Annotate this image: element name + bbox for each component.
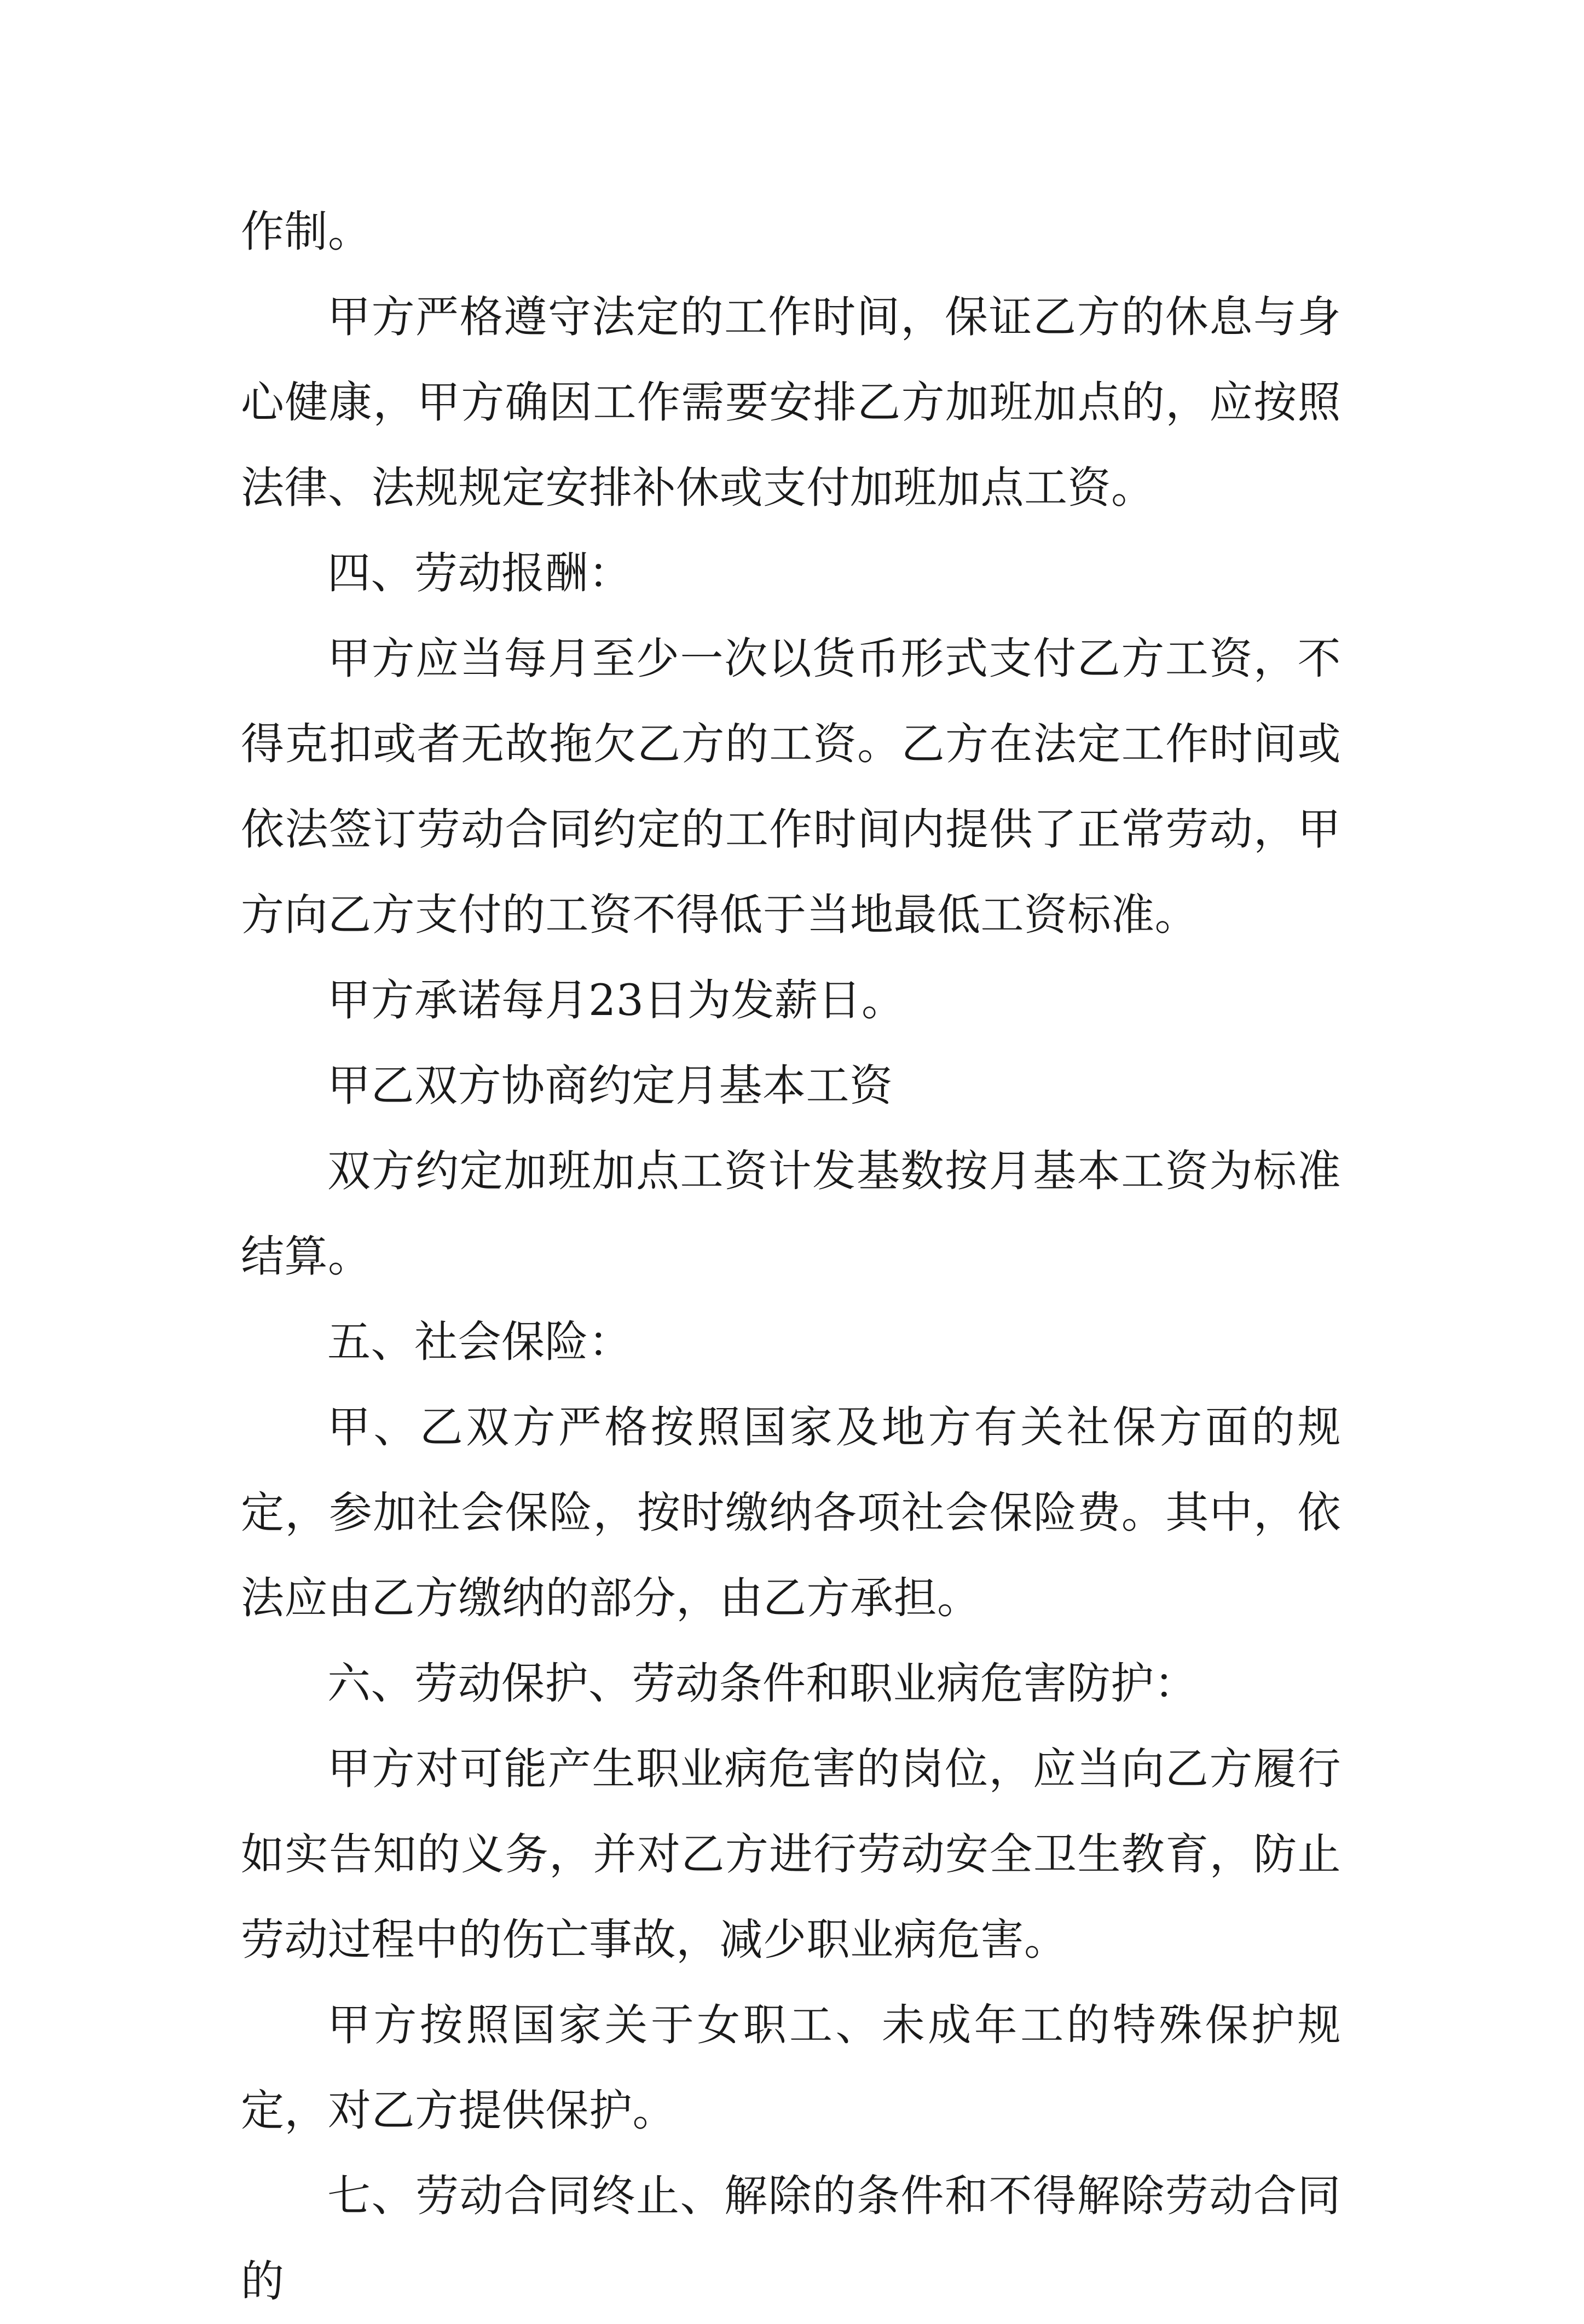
paragraph: 甲乙双方协商约定月基本工资 (327, 1060, 893, 1111)
paragraph: 双方约定加班加点工资计发基数按月基本工资为标准结算。 (241, 1146, 1341, 1282)
paragraph: 甲方严格遵守法定的工作时间，保证乙方的休息与身心健康，甲方确因工作需要安排乙方加班加点的，应按照法律、法规规定安排补休或支付加班加点工资。 (241, 292, 1341, 513)
document-body (241, 189, 1341, 2324)
paragraph: 作制。 (241, 206, 372, 257)
section-heading: 五、社会保险： (327, 1317, 632, 1367)
paragraph: 甲方承诺每月23日为发薪日。 (327, 975, 905, 1025)
section-heading: 六、劳动保护、劳动条件和职业病危害防护： (327, 1658, 1198, 1709)
paragraph: 甲方按照国家关于女职工、未成年工的特殊保护规定，对乙方提供保护。 (241, 2000, 1341, 2136)
section-heading: 七、劳动合同终止、解除的条件和不得解除劳动合同的 (241, 2171, 1341, 2306)
paragraph: 甲方应当每月至少一次以货币形式支付乙方工资，不得克扣或者无故拖欠乙方的工资。乙方在法定工作时间或依法签订劳动合同约定的工作时间内提供了正常劳动，甲方向乙方支付的工资不得低于当地最低工资标准。 (241, 633, 1341, 940)
paragraph: 甲、乙双方严格按照国家及地方有关社保方面的规定，参加社会保险，按时缴纳各项社会保险费。其中，依法应由乙方缴纳的部分，由乙方承担。 (241, 1402, 1341, 1623)
section-heading: 四、劳动报酬： (327, 548, 632, 598)
paragraph: 甲方对可能产生职业病危害的岗位，应当向乙方履行如实告知的义务，并对乙方进行劳动安全卫生教育，防止劳动过程中的伤亡事故，减少职业病危害。 (241, 1744, 1341, 1965)
